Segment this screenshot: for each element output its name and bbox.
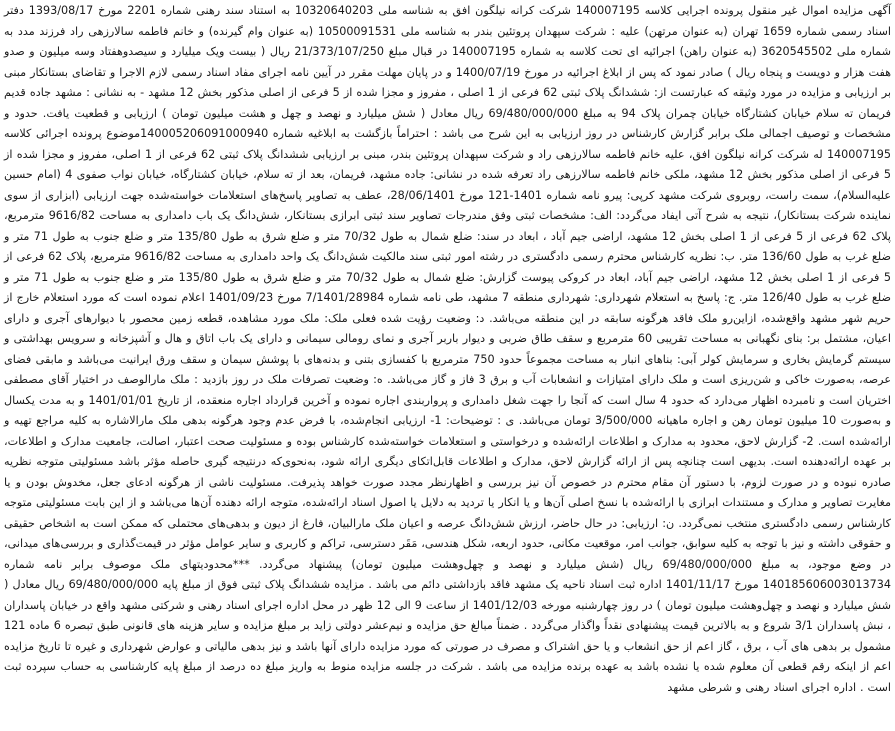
auction-notice-text: آگهی مزایده اموال غیر منقول پرونده اجرایی کلاسه 140007195 شرکت کرانه نیلگون افق به شناسه ملی 10320640203 به استناد سند رهنی شماره 2201 مورخ 1393/08/17 دفتر اسناد رسمی شماره 1659 تهران (به عنوان مرتهن) علیه : شرکت سپهدان پروتئین بندر به شناسه ملی 10500091531 (به عنوان وام گیرنده) و خانم فاطمه سالارزهی راد فرزند مدد به شماره ملی 3620545502 (به عنوان راهن) اجرائیه ای تحت کلاسه به شماره 140007195 در قبال مبلغ 21/373/107/250 ریال ( بیست ویک میلیارد و سیصدوهفتاد وسه میلیون و صدو هفت هزار و دویست و پنجاه ریال ) صادر نمود که پس از ابلاغ اجرائیه در مورخ 1400/07/19 و در پایان مهلت مقرر در آیین نامه اجرای مفاد اسناد رسمی لازم الاجرا و تقاضای بستانکار مبنی بر ارزیابی و مزایده در مورد وثیقه که عبارتست از: ششدانگ پلاک ثبتی 62 فرعی از 1 اصلی ، مفروز و مجزا شده از 5 فرعی از اصلی مذکور بخش 12 مشهد - به نشانی : مشهد جاده قدیم فریمان ته سلام خیابان کشتارگاه خیابان چمران پلاک 94 به مبلغ 69/480/000/000 ریال معادل ( شش میلیارد و نهصد و چهل و هشت میلیون تومان ) ارزیابی و قطعیت یافت. حدود و مشخصات و توصیف اجمالی ملک برابر گزارش کارشناس در روز ارزیابی به این شرح می باشد : احتراماً بازگشت به ابلاغیه شماره 140005206091000940موضوع پرونده اجرائی کلاسه 140007195 له شرکت کرانه نیلگون افق، علیه خانم فاطمه سالارزهی راد و شرکت سپهدان پروتئین بندر، مبنی بر ارزیابی ششدانگ پلاک ثبتی 62 فرعی از 1 اصلی، مفروز و مجزا شده از 5 فرعی از اصلی مذکور بخش 12 مشهد، ملکی خانم فاطمه سالارزهی راد تعرفه شده در نشانی: جاده مشهد، فریمان، بعد از ته سلام، خیابان کشتارگاه، خیابان نواب صفوی 4 (امام حسین علیه‌السلام)، سمت راست، روبروی شرکت مشهد کرپی: پیرو نامه شماره 1401-121 مورخ 28/06/1401، عطف به تصاویر پاسخ‌های استعلامات خواسته‌شده جهت ارزیابی (ابزاری از سوی نماینده شرکت بستانکار)، نتیجه به شرح آتی ایفاد می‌گردد: الف: مشخصات ثبتی وفق مندرجات تصاویر سند ثبتی ابرازی بستانکار، شش‌دانگ یک باب دامداری به مساحت 9616/82 مترمربع، پلاک 62 فرعی از 5 فرعی از 1 اصلی بخش 12 مشهد، اراضی جیم آباد ، ابعاد در سند: ضلع شمال به طول 70/32 متر و ضلع شرق به طول 135/80 متر و ضلع جنوب به طول 71 متر و ضلع غرب به طول 136/60 متر. ب: نظریه کارشناس محترم رسمی دادگستری در رشته امور ثبتی سند مالکیت شش‌دانگ یک واحد دامداری به مساحت 9616/82 مترمربع، پلاک 62 فرعی از 5 فرعی از 1 اصلی بخش 12 مشهد، اراضی جیم آباد، ابعاد در کروکی پیوست گزارش: ضلع شمال به طول 70/32 متر و ضلع شرق به طول 135/80 متر و ضلع جنوب به طول 71 متر و ضلع غرب به طول 126/40 متر. ج: پاسخ به استعلام شهرداری: شهرداری منطقه 7 مشهد، طی نامه شماره 7/1401/28984 مورخ 1401/09/23 اعلام نموده است که مورد استعلام خارج از حریم شهر مشهد واقع‌شده، ازاین‌رو ملک فاقد هرگونه سابقه در این منطقه می‌باشد. د: وضعیت رؤیت شده فعلی ملک: ملک مورد مشاهده، قطعه زمین محصور با دیوارهای آجری و دارای اعیان، مشتمل بر: بنای نگهبانی به مساحت تقریبی 60 مترمربع و سقف طاق ضربی و دیوار باربر آجری و نمای رومالی سیمانی و دارای یک باب اتاق و هال و آشپزخانه و سرویس بهداشتی و سیستم گرمایش بخاری و سرمایش کولر آبی: بناهای انبار به مساحت مجموعاً حدود 750 مترمربع با کفسازی بتنی و بدنه‌های با پوشش سیمان و سقف ورق ایرانیت می‌باشد و مابقی فضای عرصه، به‌صورت خاکی و شن‌ریزی است و ملک دارای امتیازات و انشعابات آب و برق 3 فاز و گاز می‌باشد. ه: وضعیت تصرفات ملک در روز بازدید : ملک مارالوصف در اختیار آقای مصطفی اختریان است و نامبرده اظهار می‌دارد که حدود 4 سال است که آنجا را جهت شغل دامداری و پرواربندی اجاره نموده و آخرین قرارداد اجاره منعقده، از تاریخ 1401/01/01 و به مدت یکسال و به‌صورت 10 میلیون تومان رهن و اجاره ماهیانه 3/500/000 تومان می‌باشد. ی : توضیحات: 1- ارزیابی انجام‌شده، با فرض عدم وجود هرگونه بدهی ملک مارالاشاره به کلیه مراجع تهیه و ارائه‌شده است. 2- گزارش لاحق، محدود به مدارک و اطلاعات ارائه‌شده و درخواستی و استعلامات خواسته‌شده کارشناس بوده و مسئولیت صحت اعتبار، اصالت، جامعیت مدارک و اطلاعات، بر عهده ارائه‌دهنده است. بدیهی است چنانچه پس از ارائه گزارش لاحق، مدارک و اطلاعات قابل‌اتکای دیگری ارائه شود، به‌نحوی‌که درنتیجه گیری حاصله مؤثر باشد مسئولیتی متوجه نظریه صادره نبوده و در صورت لزوم، با دستور آن مقام محترم در خصوص آن نیز بررسی و اظهارنظر مجدد صورت خواهد پذیرفت. مسئولیت ناشی از هرگونه ادعای جعل، مخدوش بودن و یا مغایرت تصاویر و مدارک و مستندات ابرازی با ارائه‌شده با نسخ اصلی آن‌ها و یا انکار یا تردید به دلایل یا اصول اسناد ارائه‌شده، متوجه ارائه دهنده آن‌ها می‌باشد و از این بابت مسئولیتی متوجه کارشناس رسمی دادگستری منتخب نمی‌گردد. ن: ارزیابی: در حال حاضر، ارزش شش‌دانگ عرصه و اعیان ملک مارالبیان، فارغ از دیون و بدهی‌های محتملی که ممکن است به اشخاص حقیقی و حقوقی داشته و نیز با توجه به کلیه سوابق، جوانب امر، موقعیت مکانی، حدود اربعه، شکل هندسی، مَقَر دسترسی، تراکم و کاربری و سایر عوامل مؤثر در قیمت‌گذاری و بررسی‌های میدانی، در وضع موجود، به مبلغ 69/480/000/000 ریال (شش میلیارد و نهصد و چهل‌وهشت میلیون تومان) پیشنهاد می‌گردد. ***محدودیتهای ملک موصوف برابر نامه شماره 140185606003013734 مورخ 1401/11/17 اداره ثبت اسناد ناحیه یک مشهد فاقد بازداشتی دائم می باشد . مزایده ششدانگ پلاک ثبتی فوق از مبلغ پایه 69/480/000/000 ریال معادل ( شش میلیارد و نهصد و چهل‌وهشت میلیون تومان ) در روز چهارشنبه مورخه 1401/12/03 از ساعت 9 الی 12 ظهر در محل اداره اجرای اسناد رهنی و شرکتی مشهد واقع در خیابان پاسداران ، نبش پاسداران 3/1 شروع و به بالاترین قیمت پیشنهادی نقداً واگذار می‌گردد . ضمناً مبالغ حق مزایده و نیم‌عشر دولتی زاید بر مبلغ مزایده و سایر هزینه های قانونی طبق تبصره 6 ماده 121 مشمول بر بدهی های آب ، برق ، گاز اعم از حق انشعاب و یا حق اشتراک و مصرف در صورتی که مورد مزایده دارای آنها باشد و نیز بدهی مالیاتی و عوارض شهرداری و غیره تا تاریخ مزایده اعم از اینکه رقم قطعی آن معلوم شده یا نشده باشد به عهده برنده مزایده می باشد . شرکت در جلسه مزایده منوط به واریز مبلغ ده درصد از مبلغ پایه کارشناسی به حساب سپرده ثبت است . اداره اجرای اسناد رهنی و شرطی مشهد xyxy=(4,4,892,694)
